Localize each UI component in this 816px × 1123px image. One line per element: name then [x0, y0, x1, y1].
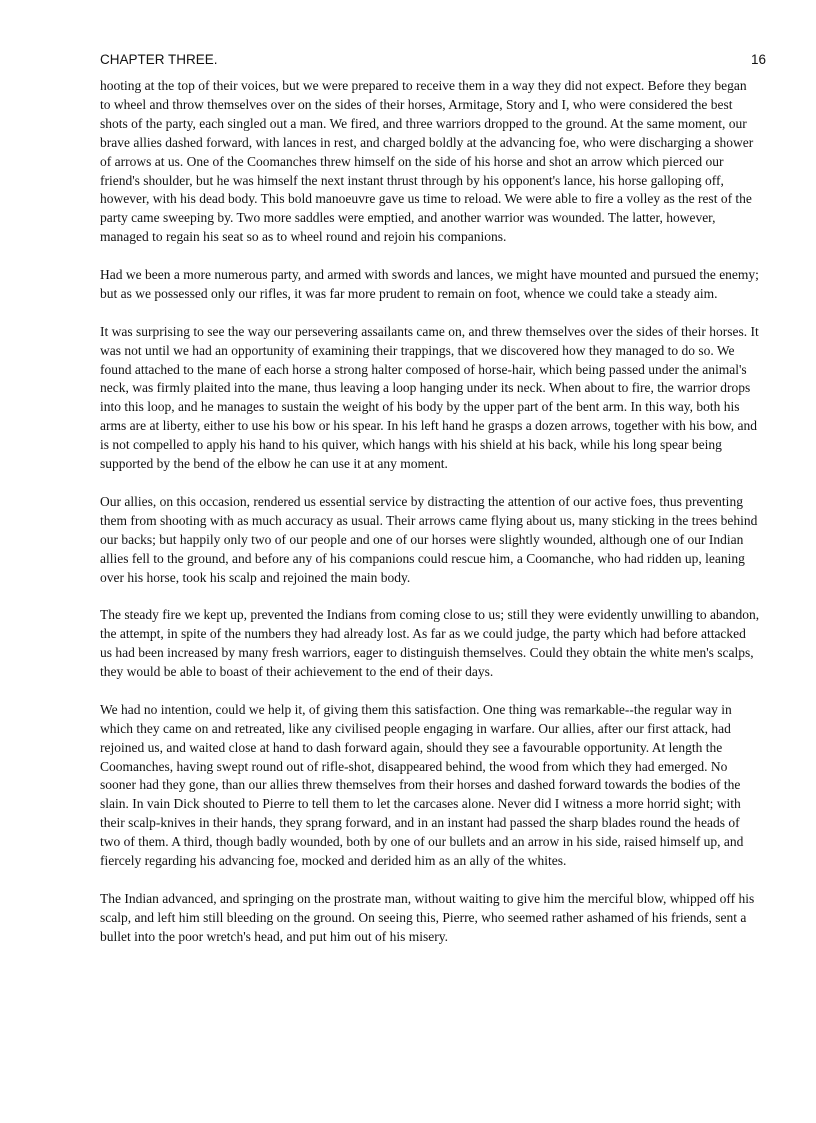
paragraph: hooting at the top of their voices, but we were prepared to receive them in a way they did not expect. Before they began to wheel and throw themselves over on the sides of their horses, Armitage, Story and I, who were considered the best shots of the party, each singled out a man. We fired, and three warriors dropped to the ground. At the same moment, our brave allies dashed forward, with lances in rest, and charged boldly at the advancing foe, who were discharging a shower of arrows at us. One of the Coomanches threw himself on the side of his horse and shot an arrow which pierced our friend's shoulder, but he was himself the next instant thrust through by his opponent's lance, his horse galloping off, however, with his dead body. This bold manoeuvre gave us time to reload. We were able to fire a volley as the rest of the party came sweeping by. Two more saddles were emptied, and another warrior was wounded. The latter, however, managed to regain his seat so as to wheel round and rejoin his companions.	[100, 78, 754, 245]
body-text	[100, 77, 760, 965]
running-header	[100, 52, 766, 67]
paragraph: The steady fire we kept up, prevented the Indians from coming close to us; still they were evidently unwilling to abandon, the attempt, in spite of the numbers they had already lost. As far as we could judge, the party which had before attacked us had been increased by many fresh warriors, eager to distinguish themselves. Could they obtain the white men's scalps, they would be able to boast of their achievement to the end of their days.	[100, 607, 760, 680]
paragraph: Our allies, on this occasion, rendered us essential service by distracting the attention of our active foes, thus preventing them from shooting with as much accuracy as usual. Their arrows came flying about us, many sticking in the trees behind our backs; but happily only two of our people and one of our horses were slightly wounded, although one of our Indian allies fell to the ground, and before any of his companions could rescue him, a Coomanche, who had ridden up, leaning over his horse, took his scalp and rejoined the main body.	[100, 493, 758, 585]
paragraph: We had no intention, could we help it, of giving them this satisfaction. One thing was remarkable--the regular way in which they came on and retreated, like any civilised people engaging in warfare. Our allies, after our first attack, had rejoined us, and waited close at hand to dash forward again, should they see a favourable opportunity. At length the Coomanches, having swept round out of rifle-shot, disappeared behind, the wood from which they had emerged. No sooner had they gone, than our allies threw themselves from their horses and dashed forward towards the bodies of the slain. In vain Dick shouted to Pierre to tell them to let the carcases alone. Never did I witness a more horrid sight; with their scalp-knives in their hands, they sprang forward, and in an instant had passed the sharp blades round the heads of two of them. A third, though badly wounded, both by one of our bullets and an arrow in his side, raised himself up, and fiercely regarding his advancing foe, mocked and derided him as an ally of the whites.	[100, 701, 744, 869]
page-number: 16	[750, 52, 766, 67]
paragraph: The Indian advanced, and springing on the prostrate man, without waiting to give him the merciful blow, whipped off his scalp, and left him still bleeding on the ground. On seeing this, Pierre, who seemed rather ashamed of his friends, sent a bullet into the poor wretch's head, and put him out of his misery.	[100, 890, 755, 944]
chapter-title: CHAPTER THREE.	[100, 52, 218, 67]
paragraph: It was surprising to see the way our persevering assailants came on, and threw themselves over the sides of their horses. It was not until we had an opportunity of examining their trappings, that we discovered how they managed to do so. We found attached to the mane of each horse a strong halter composed of horse-hair, which being passed under the animal's neck, was firmly plaited into the mane, thus leaving a loop hanging under its neck. When about to fire, the warrior drops into this loop, and he manages to sustain the weight of his body by the upper part of the bent arm. In this way, both his arms are at liberty, either to use his bow or his spear. In his left hand he grasps a dozen arrows, together with his bow, and is not compelled to apply his hand to his quiver, which hangs with his shield at his back, while his long spear being supported by the bend of the elbow he can use it at any moment.	[100, 323, 759, 472]
paragraph: Had we been a more numerous party, and armed with swords and lances, we might have mounted and pursued the enemy; but as we possessed only our rifles, it was far more prudent to remain on foot, whence we could take a steady aim.	[100, 267, 759, 301]
